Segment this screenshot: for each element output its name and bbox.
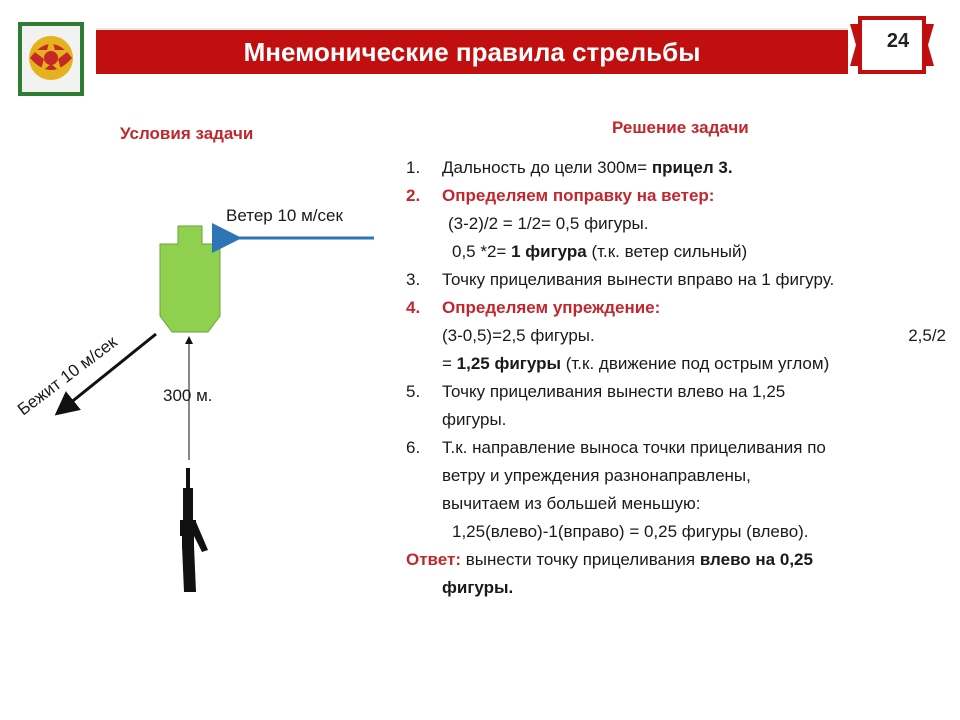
list-item: 1. Дальность до цели 300м= прицел 3. <box>406 158 733 177</box>
solution-heading: Решение задачи <box>612 118 749 137</box>
step6-line2: ветру и упреждения разнонаправлены, <box>442 466 751 485</box>
solution-list <box>406 154 946 602</box>
task-diagram <box>0 0 400 620</box>
running-label: Бежит 10 м/сек <box>14 332 121 420</box>
list-item: 6. Т.к. направление выноса точки прицеливания по <box>406 438 826 457</box>
step2-line2: 0,5 *2= 1 фигура (т.к. ветер сильный) <box>452 242 748 261</box>
list-item: 5. Точку прицеливания вынести влево на 1,25 <box>406 382 786 401</box>
step6-line3: вычитаем из большей меньшую: <box>442 494 701 513</box>
step5-line2: фигуры. <box>442 410 507 429</box>
step2-line1: (3-2)/2 = 1/2= 0,5 фигуры. <box>448 214 649 233</box>
target-figure-icon <box>160 226 220 332</box>
answer-cont: фигуры. <box>442 578 514 597</box>
step4-line2: = 1,25 фигуры (т.к. движение под острым углом) <box>442 354 830 373</box>
answer: Ответ: вынести точку прицеливания влево на 0,25 <box>406 550 813 569</box>
step4-line1: (3-0,5)=2,5 фигуры. 2,5/2 <box>442 326 946 345</box>
wind-label: Ветер 10 м/сек <box>226 206 343 225</box>
list-item: 4. Определяем упреждение: <box>406 298 661 317</box>
list-item: 3. Точку прицеливания вынести вправо на 1 фигуру. <box>406 270 835 289</box>
distance-label: 300 м. <box>163 386 213 405</box>
step6-line4: 1,25(влево)-1(вправо) = 0,25 фигуры (влево). <box>452 522 809 541</box>
page-title: Мнемонические правила стрельбы <box>243 36 701 67</box>
conditions-heading: Условия задачи <box>120 124 254 143</box>
list-item: 2. Определяем поправку на ветер: <box>406 186 715 205</box>
rifle-icon <box>180 468 208 592</box>
page-number: 24 <box>886 30 910 52</box>
